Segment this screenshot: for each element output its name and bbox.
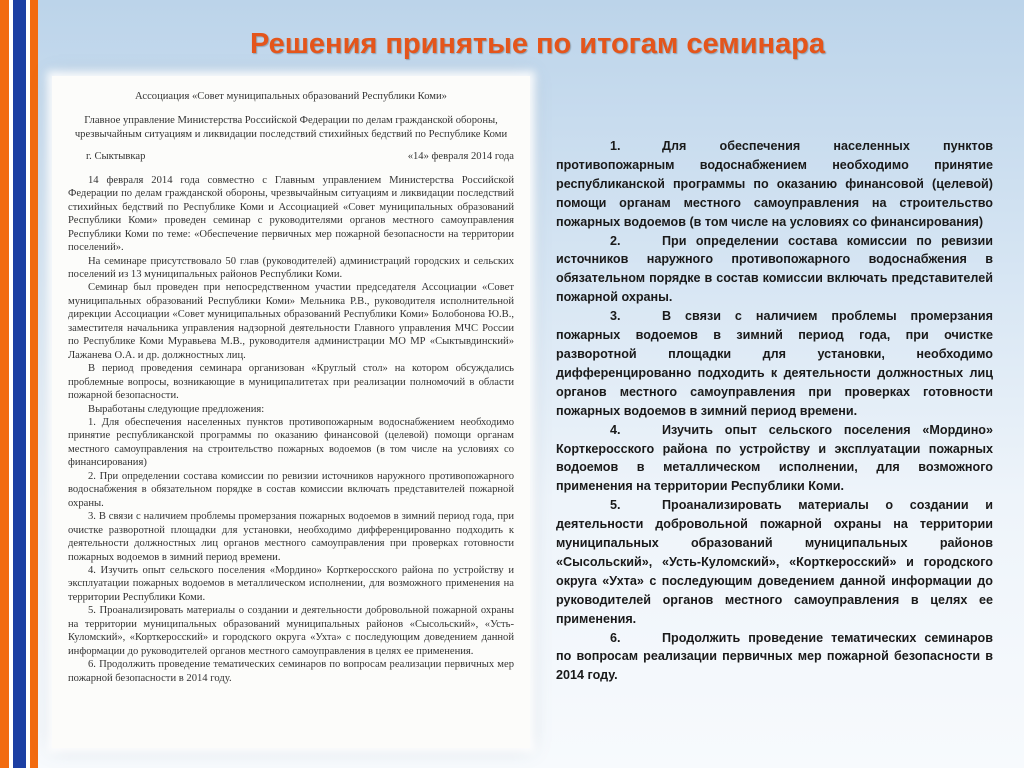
flag-stripe-orange bbox=[30, 0, 38, 768]
decision-text: В связи с наличием проблемы промерзания пожарных водоемов в зимний период года, при очистке разворотной площадки для установки, необходимо дифференцированно подходить к деятельности должностных лиц органов местного самоуправления при проверках готовности пожарных водоемов в зимний период времени. bbox=[556, 309, 993, 418]
document-city: г. Сыктывкар bbox=[86, 151, 146, 163]
document-paragraph: Выработаны следующие предложения: bbox=[88, 403, 265, 415]
decision-item bbox=[556, 307, 993, 420]
document-department: Главное управление Министерства Российской Федерации по делам гражданской обороны, чрезвычайным ситуациям и ликвидации последствий стихийных бедствий по Республике Коми bbox=[74, 115, 508, 140]
document-paragraph: 5. Проанализировать материалы о создании и деятельности добровольной пожарной охраны на территории муниципальных образований муниципальных районов «Сысольский», «Усть-Куломский», «Корткеросский» и городского округа «Ухта» с последующим доведением данной информации до руководителей органов местного самоуправления в целях ее применения. bbox=[68, 605, 514, 657]
decision-text: Проанализировать материалы о создании и деятельности добровольной пожарной охраны на территории муниципальных образований муниципальных районов «Сысольский», «Усть-Куломский», «Корткеросский» и городского округа «Ухта» с последующим доведением данной информации до руководителей органов местного самоуправления в целях ее применения. bbox=[556, 498, 993, 626]
document-paragraph: 14 февраля 2014 года совместно с Главным управлением Министерства Российской Федерации по делам гражданской обороны, чрезвычайным ситуациям и ликвидации последствий стихийных бедствий по Республике Коми и Ассоциацией «Совет муниципальных образований Республики Коми» проведен семинар с руководителями органов местного самоуправления Республики Коми по теме: «Обеспечение первичных мер пожарной безопасности на территории поселений». bbox=[68, 174, 514, 254]
decision-number: 6. bbox=[610, 630, 621, 645]
decision-number: 5. bbox=[610, 498, 621, 513]
flag-stripe-orange bbox=[0, 0, 9, 768]
document-paragraph: 2. При определении состава комиссии по ревизии источников наружного противопожарного водоснабжения в обязательном порядке в состав комиссии включать представителей пожарной охраны. bbox=[68, 470, 514, 509]
slide-title: Решения принятые по итогам семинара bbox=[250, 28, 826, 60]
flag-stripe-blue bbox=[13, 0, 26, 768]
decision-item bbox=[556, 629, 993, 686]
decision-text: Изучить опыт сельского поселения «Мордино» Корткеросского района по устройству и эксплуатации пожарных водоемов в металлическом исполнении, для возможного применения на территории Республики Коми. bbox=[556, 422, 993, 494]
scanned-document bbox=[52, 76, 530, 748]
decision-item bbox=[556, 232, 993, 308]
document-association: Ассоциация «Совет муниципальных образований Республики Коми» bbox=[135, 91, 447, 102]
decision-number: 1. bbox=[610, 139, 621, 153]
decision-number: 2. bbox=[610, 233, 621, 248]
document-place-date bbox=[68, 150, 514, 163]
decision-text: Для обеспечения населенных пунктов противопожарным водоснабжением необходимо принятие республиканской программы по оказанию финансовой (целевой) помощи органам местного самоуправления на строительство пожарных водоемов (в том числе на условиях со финансирования) bbox=[556, 139, 993, 229]
document-paragraph: Семинар был проведен при непосредственном участии председателя Ассоциации «Совет муниципальных образований Республики Коми» Мельника Р.В., руководителя исполнительной дирекции Ассоциации «Совет муниципальных образований Республики Коми» Болобонова Ю.В., заместителя начальника управления надзорной деятельности Главного управления МЧС России по Республике Коми Муравьева М.В., руководителя администрации МО МР «Сыктывдинский» Лажанева О.А. и др. должностных лиц. bbox=[68, 282, 514, 361]
decision-item bbox=[556, 137, 993, 232]
document-paragraph: 6. Продолжить проведение тематических семинаров по вопросам реализации первичных мер пожарной безопасности в 2014 году. bbox=[68, 659, 514, 684]
document-paragraph: 3. В связи с наличием проблемы промерзания пожарных водоемов в зимний период года, при очистке разворотной площадки для установки, необходимо дифференцированно подходить к деятельности должностных лиц органов местного самоуправления при проверках готовности пожарных водоемов в зимний период времени. bbox=[68, 511, 514, 563]
decision-item bbox=[556, 421, 993, 497]
document-paragraph: На семинаре присутствовало 50 глав (руководителей) администраций городских и сельских поселений из 13 муниципальных районов Республики Коми. bbox=[68, 255, 514, 280]
document-paragraph: 1. Для обеспечения населенных пунктов противопожарным водоснабжением необходимо принятие республиканской программы по оказанию финансовой (целевой) помощи органам местного самоуправления на строительство пожарных водоемов (в том числе на условиях со финансирования) bbox=[68, 416, 514, 469]
decision-text: Продолжить проведение тематических семинаров по вопросам реализации первичных мер пожарной безопасности в 2014 году. bbox=[556, 630, 993, 683]
document-date: «14» февраля 2014 года bbox=[407, 151, 514, 163]
decision-number: 3. bbox=[610, 309, 621, 324]
decision-item bbox=[556, 496, 993, 628]
decision-number: 4. bbox=[610, 422, 621, 437]
decision-text: При определении состава комиссии по ревизии источников наружного противопожарного водоснабжения в обязательном порядке в состав комиссии включать представителей пожарной охраны. bbox=[556, 233, 993, 305]
decisions-list bbox=[556, 137, 993, 685]
document-paragraph: 4. Изучить опыт сельского поселения «Мордино» Корткеросского района по устройству и эксплуатации пожарных водоемов в металлическом исполнении, для возможного применения на территории Республики Коми. bbox=[68, 564, 514, 603]
document-paragraph: В период проведения семинара организован «Круглый стол» на котором обсуждались проблемные вопросы, возникающие в муниципалитетах при реализации полномочий в области пожарной безопасности. bbox=[68, 363, 514, 402]
